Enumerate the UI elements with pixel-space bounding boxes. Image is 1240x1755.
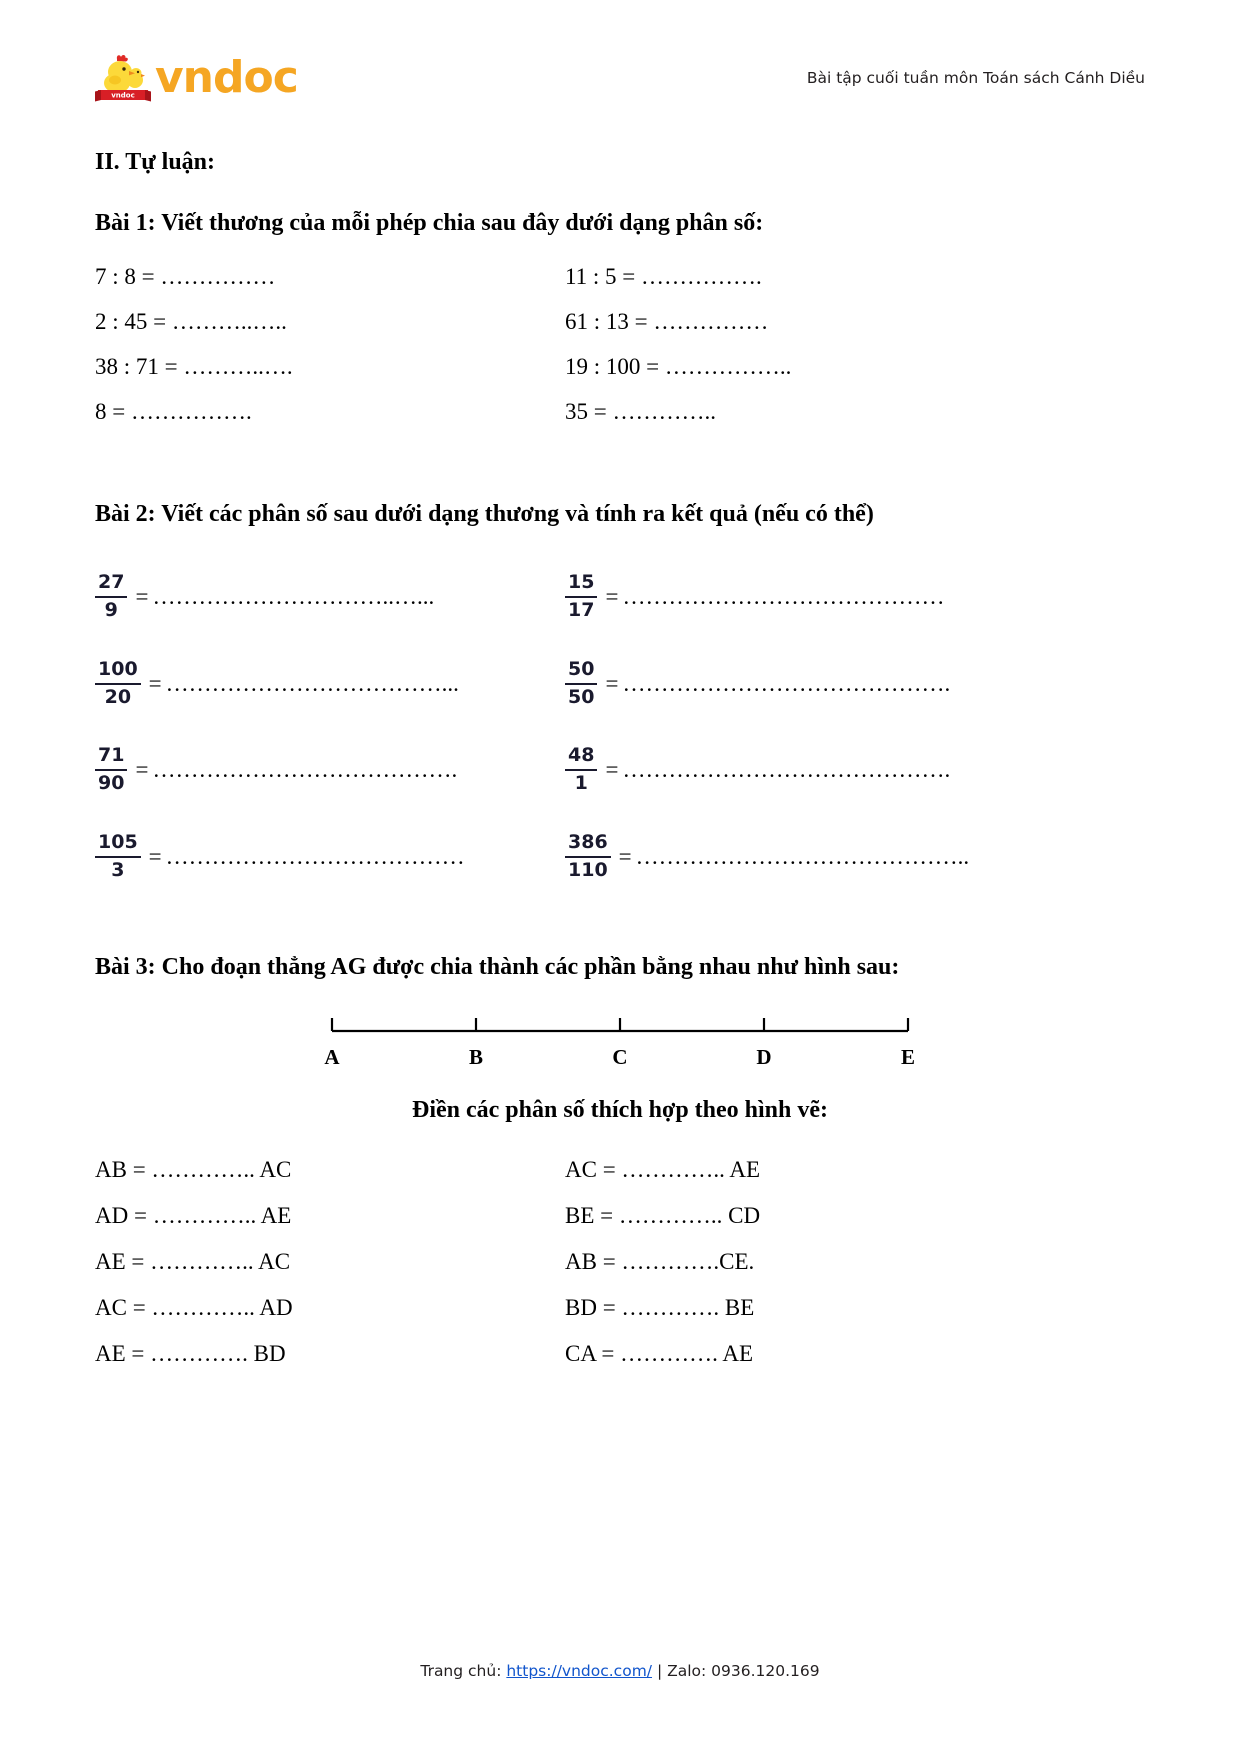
task3-answer-row	[95, 1296, 1145, 1319]
section-heading: II. Tự luận:	[95, 149, 216, 175]
fraction-numerator: 100	[98, 657, 138, 680]
task3-answer: CA = …………. AE	[565, 1340, 754, 1366]
task1-expression: 11 : 5 = …………….	[565, 264, 762, 289]
footer-prefix: Trang chủ:	[420, 1662, 507, 1680]
task1-expression: 2 : 45 = ………..…..	[95, 309, 287, 334]
task3-answer: AD = ………….. AE	[95, 1202, 292, 1228]
fraction-denominator: 9	[104, 598, 118, 621]
fraction	[565, 832, 611, 882]
fraction-bar	[95, 596, 127, 598]
equals-sign: =	[135, 757, 149, 783]
task2-title: Bài 2: Viết các phân số sau dưới dạng thương và tính ra kết quả (nếu có thể)	[95, 501, 874, 527]
fraction-bar	[565, 769, 597, 771]
task1-title: Bài 1: Viết thương của mỗi phép chia sau đây dưới dạng phân số:	[95, 210, 764, 236]
fraction	[95, 745, 127, 795]
task3-subtitle: Điền các phân số thích hợp theo hình vẽ:	[411, 1096, 829, 1123]
answer-dots: ……………………………………	[622, 583, 945, 609]
task3-answer: AC = ………….. AE	[565, 1156, 761, 1182]
fraction	[95, 832, 141, 882]
footer-suffix: | Zalo: 0936.120.169	[652, 1662, 820, 1680]
fraction-bar	[565, 683, 597, 685]
equals-sign: =	[618, 843, 632, 869]
fraction-bar	[95, 856, 141, 858]
fraction-denominator: 3	[111, 858, 125, 881]
task3-answer: AE = ………….. AC	[95, 1248, 291, 1274]
task2-row	[95, 572, 1145, 622]
vndoc-logo[interactable]	[95, 52, 298, 104]
segment-point-label: C	[612, 1044, 628, 1069]
equals-sign: =	[605, 583, 619, 609]
segment-point-label: E	[900, 1044, 916, 1069]
answer-dots: ………………………………….	[152, 757, 458, 783]
task3-answer: BD = …………. BE	[565, 1294, 755, 1320]
fraction-denominator: 90	[98, 772, 125, 795]
task3-answers	[95, 1158, 1145, 1365]
fraction-numerator: 27	[98, 571, 125, 593]
task1-expression: 8 = …………….	[95, 399, 252, 424]
task3-answer: BE = ………….. CD	[565, 1202, 761, 1228]
fraction	[565, 572, 597, 622]
task1-rows	[95, 265, 1145, 423]
fraction-denominator: 110	[568, 858, 608, 881]
task1-expression: 61 : 13 = ……………	[565, 309, 769, 334]
logo-wordmark: vndoc	[155, 51, 298, 103]
fraction-bar	[565, 596, 597, 598]
task1-expression: 7 : 8 = ……………	[95, 264, 276, 289]
task1-row	[95, 355, 1145, 378]
equals-sign: =	[148, 670, 162, 696]
answer-dots: ………………………………...	[165, 670, 459, 696]
task3-answer: AE = …………. BD	[95, 1340, 286, 1366]
task1-row	[95, 265, 1145, 288]
task1-row	[95, 310, 1145, 333]
homepage-link[interactable]: https://vndoc.com/	[506, 1662, 653, 1680]
fraction	[95, 659, 141, 709]
page-footer	[0, 1662, 1240, 1680]
fraction	[565, 745, 597, 795]
equals-sign: =	[148, 843, 162, 869]
answer-dots: ……………………………………..	[635, 843, 970, 869]
fraction-denominator: 50	[568, 685, 595, 708]
equals-sign: =	[605, 670, 619, 696]
task3-answer-row	[95, 1342, 1145, 1365]
fraction-numerator: 48	[568, 744, 595, 767]
segment-point-label: D	[756, 1044, 772, 1069]
task1-expression: 38 : 71 = ………..….	[95, 354, 293, 379]
answer-dots: …………………………………….	[622, 670, 951, 696]
task2-rows	[95, 572, 1145, 882]
fraction-bar	[565, 856, 611, 858]
task3-answer: AB = ………….CE.	[565, 1248, 755, 1274]
answer-dots: …………………………………	[165, 843, 465, 869]
task3-answer: AC = ………….. AD	[95, 1294, 293, 1320]
answer-dots: …………………………………….	[622, 757, 951, 783]
task3-answer-row	[95, 1204, 1145, 1227]
task2-row	[95, 745, 1145, 795]
fraction-numerator: 50	[568, 657, 595, 680]
segment-labels	[95, 1041, 1145, 1071]
task2-row	[95, 659, 1145, 709]
segment-diagram	[95, 1011, 1145, 1041]
segment-point-label: B	[468, 1044, 484, 1069]
fraction-denominator: 20	[104, 685, 132, 708]
fraction-numerator: 105	[98, 831, 138, 854]
task3-answer: AB = ………….. AC	[95, 1156, 292, 1182]
fraction-numerator: 15	[568, 571, 595, 593]
chick-mascot-icon	[95, 52, 151, 104]
equals-sign: =	[135, 583, 149, 609]
task3-title: Bài 3: Cho đoạn thẳng AG được chia thành các phần bằng nhau như hình sau:	[95, 953, 900, 980]
task3-answer-row	[95, 1250, 1145, 1273]
svg-text:vndoc: vndoc	[111, 91, 135, 99]
task2-row	[95, 832, 1145, 882]
fraction-bar	[95, 769, 127, 771]
header-title: Bài tập cuối tuần môn Toán sách Cánh Diều	[806, 68, 1145, 87]
task1-expression: 35 = …………..	[565, 399, 716, 424]
fraction	[95, 572, 127, 622]
fraction-numerator: 386	[568, 831, 608, 854]
answer-dots: …………………………..…...	[152, 583, 435, 609]
equals-sign: =	[605, 757, 619, 783]
fraction-numerator: 71	[98, 744, 125, 767]
task3-answer-row	[95, 1158, 1145, 1181]
fraction	[565, 659, 597, 709]
task1-row	[95, 400, 1145, 423]
task1-expression: 19 : 100 = ……………..	[565, 354, 792, 379]
fraction-denominator: 1	[574, 772, 588, 795]
fraction-denominator: 17	[568, 598, 595, 621]
segment-point-label: A	[324, 1044, 340, 1069]
page-header	[95, 0, 1145, 115]
fraction-bar	[95, 683, 141, 685]
